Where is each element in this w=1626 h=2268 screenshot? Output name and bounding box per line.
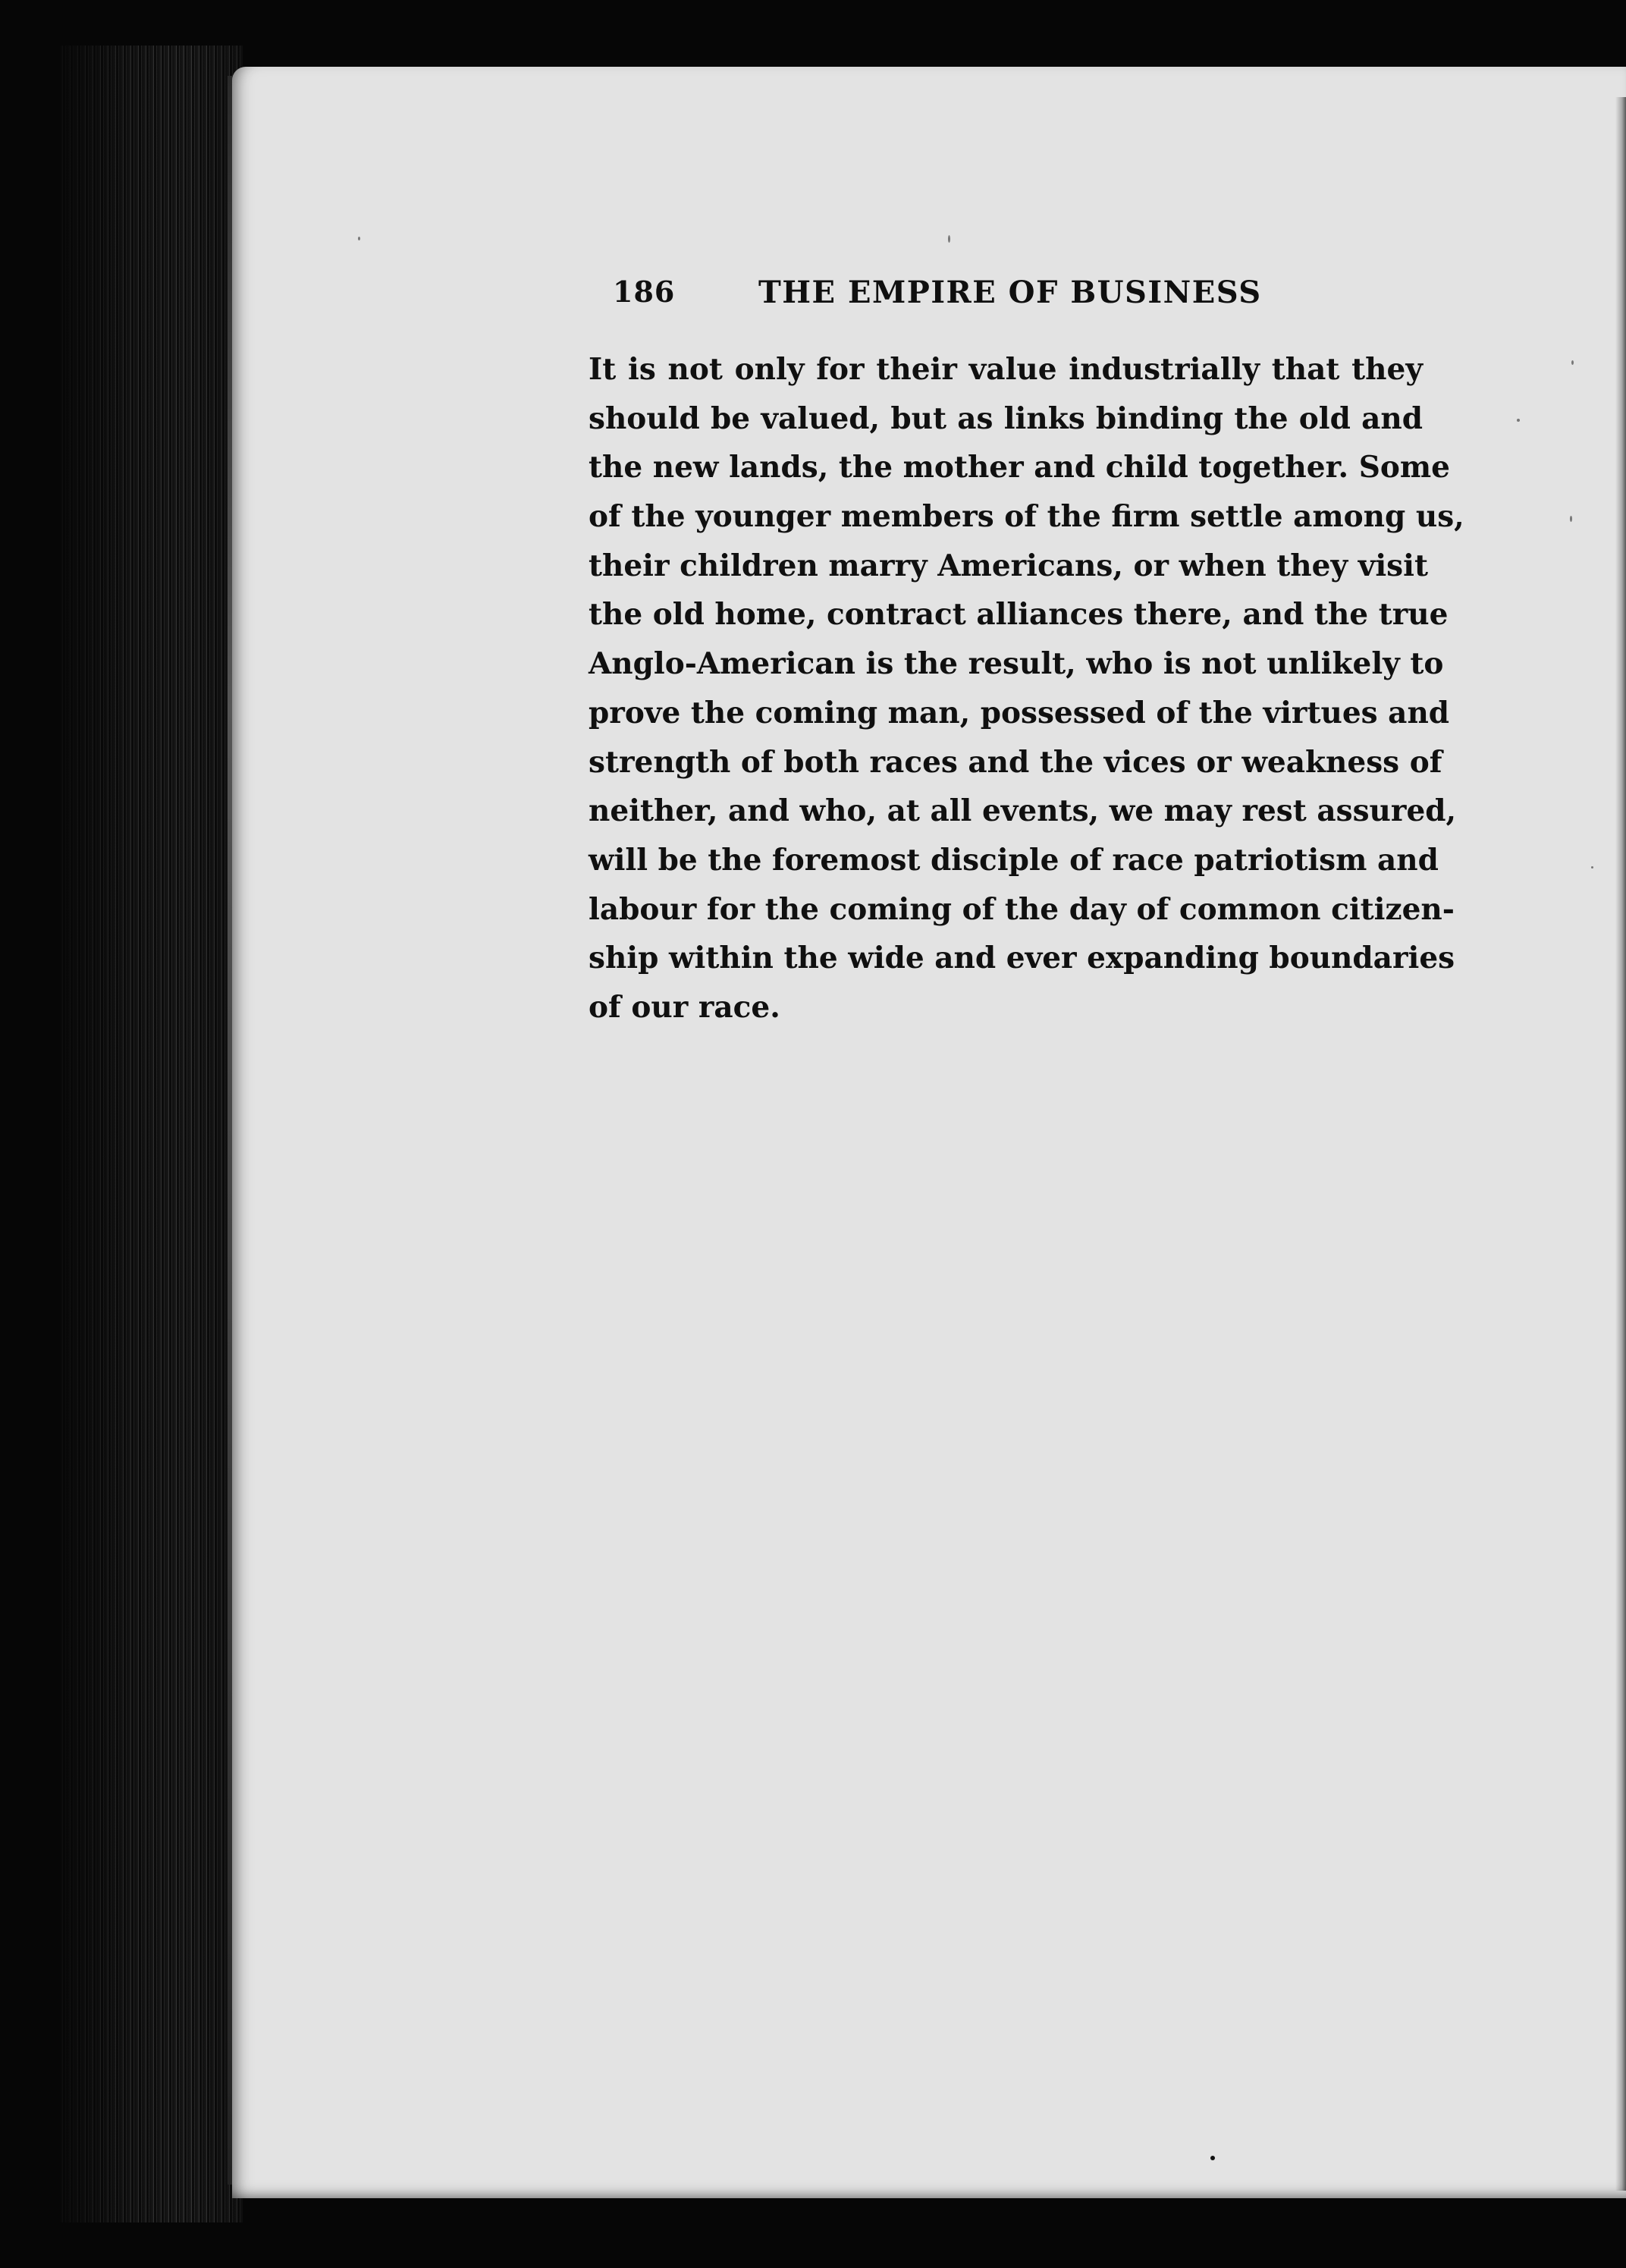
text-line: of the younger members of the firm settle among us, — [589, 499, 1464, 535]
text-line: will be the foremost disciple of race patriotism and — [589, 842, 1439, 878]
dust-speck — [1571, 360, 1574, 365]
text-line: prove the coming man, possessed of the virtues and — [589, 695, 1450, 730]
text-line: strength of both races and the vices or weakness of — [589, 744, 1442, 780]
page-header — [613, 275, 1280, 320]
text-line: should be valued, but as links binding the old and — [589, 401, 1423, 436]
page-number: 186 — [613, 275, 676, 309]
text-line: their children marry Americans, or when they visit — [589, 548, 1428, 583]
text-line: It is not only for their value industrially that they — [589, 352, 1423, 387]
dust-speck — [358, 237, 360, 240]
dust-speck — [1591, 866, 1593, 869]
text-line: ship within the wide and ever expanding boundaries — [589, 941, 1455, 976]
text-line: the new lands, the mother and child together. Some — [589, 450, 1450, 485]
text-line: of our race. — [589, 989, 780, 1025]
page-right-edge-shadow — [1615, 97, 1626, 2191]
text-line: Anglo-American is the result, who is not unlikely to — [589, 646, 1444, 682]
body-paragraph — [589, 345, 1464, 1032]
text-line: the old home, contract alliances there, and the true — [589, 597, 1449, 633]
dust-speck — [948, 235, 950, 243]
dust-speck — [1570, 516, 1572, 522]
text-line: neither, and who, at all events, we may rest assured, — [589, 793, 1457, 829]
text-line: labour for the coming of the day of common citizen- — [589, 891, 1455, 927]
ink-speck — [1210, 2156, 1215, 2160]
running-head: THE EMPIRE OF BUSINESS — [758, 275, 1262, 310]
dust-speck — [1517, 419, 1520, 422]
page-edges-shadow — [61, 46, 243, 2222]
